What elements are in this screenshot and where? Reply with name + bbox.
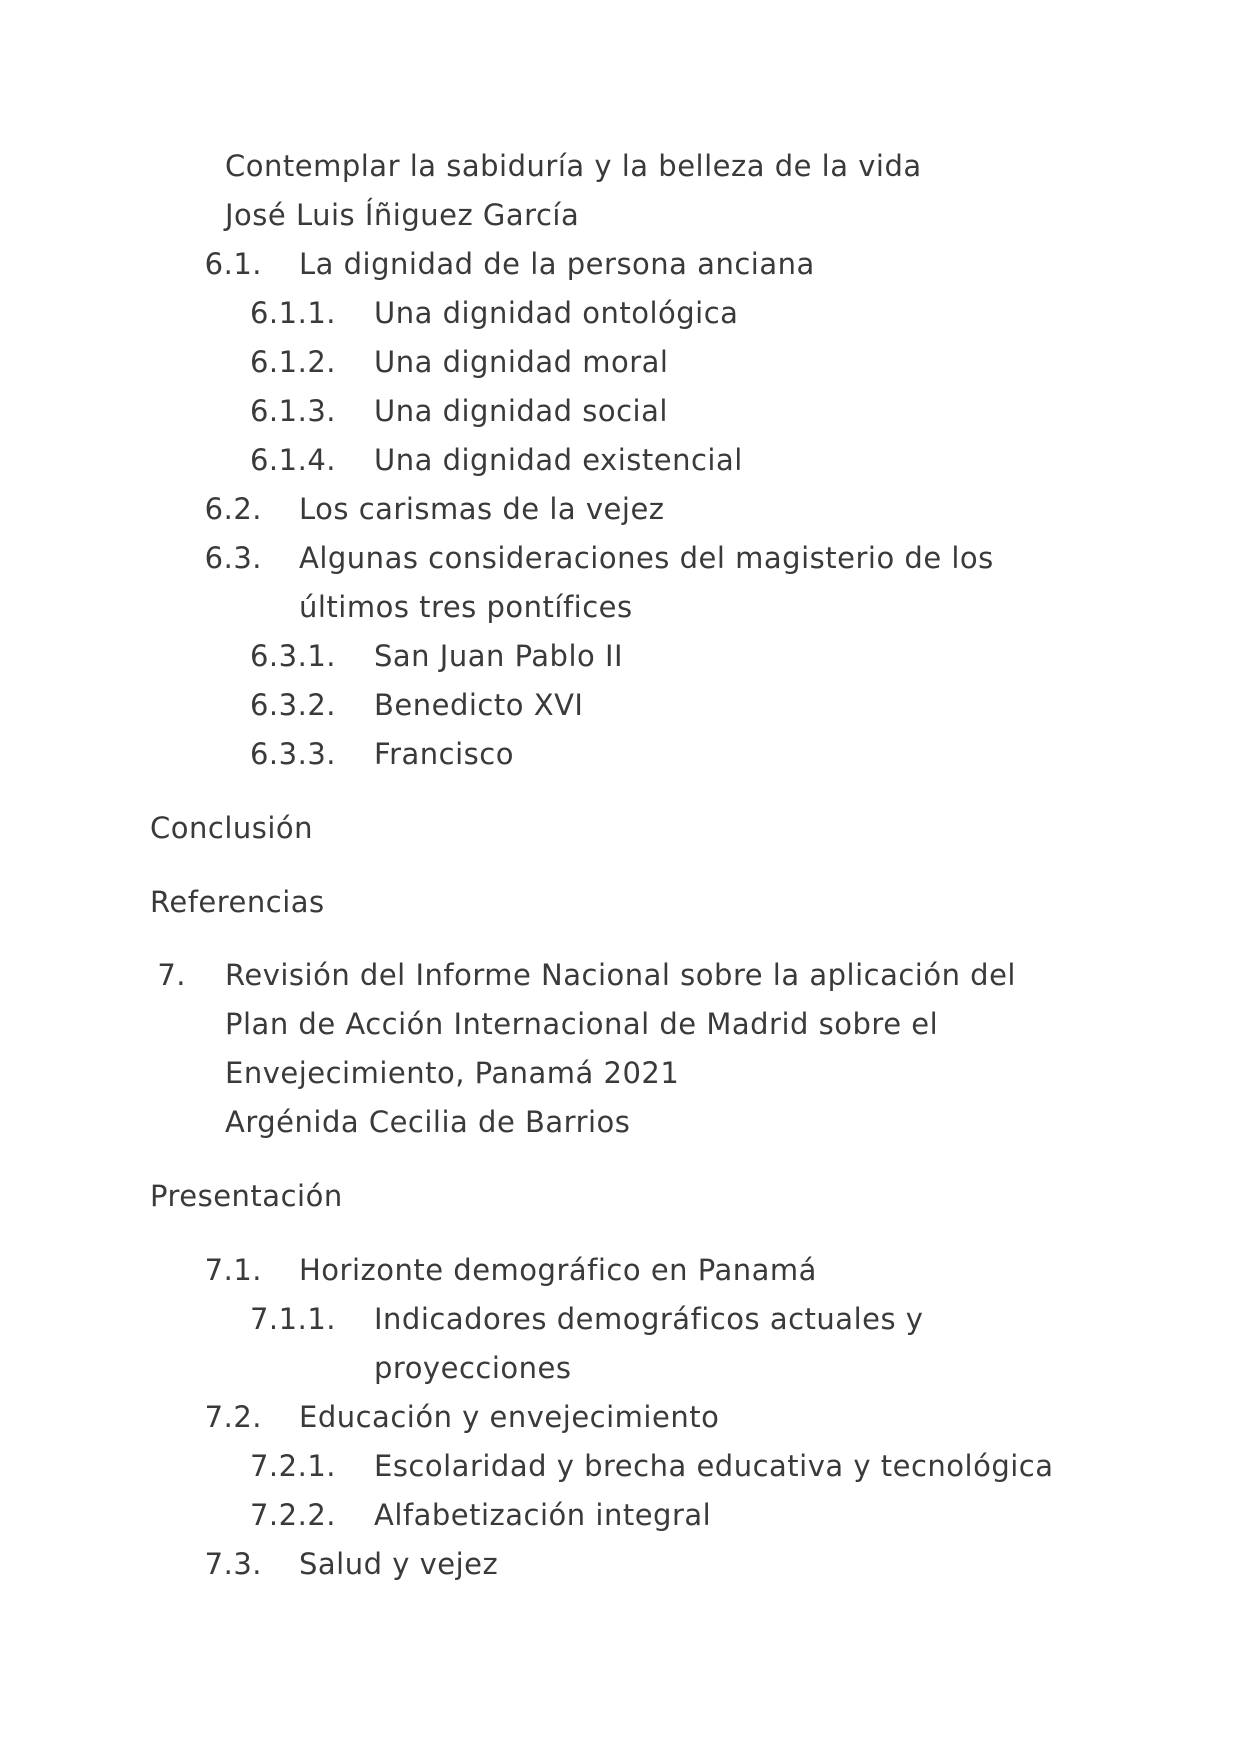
chapter-7-title-line-3: Envejecimiento, Panamá 2021: [225, 1056, 680, 1090]
chapter-7-number: 7.: [157, 958, 186, 992]
toc-entry-text: Una dignidad moral: [374, 345, 669, 379]
toc-entry-text: Los carismas de la vejez: [299, 492, 665, 526]
toc-entry-text: Francisco: [374, 737, 514, 771]
toc-entry-number: 6.2.: [204, 492, 262, 526]
toc-entry-number: 7.2.1.: [249, 1449, 336, 1483]
toc-entry-text: Una dignidad ontológica: [374, 296, 739, 330]
chapter-6-author: José Luis Íñiguez García: [225, 198, 580, 232]
toc-entry-text: Horizonte demográfico en Panamá: [299, 1253, 817, 1287]
toc-entry[interactable]: [0, 1444, 1100, 1488]
toc-entry[interactable]: [0, 1248, 1100, 1292]
toc-entry-continuation: [0, 1346, 1100, 1390]
toc-entry[interactable]: [0, 683, 1100, 727]
toc-section-conclusion[interactable]: Conclusión: [150, 811, 314, 845]
toc-section-presentation[interactable]: Presentación: [150, 1179, 343, 1213]
toc-entry-number: 6.3.: [204, 541, 262, 575]
toc-entry-number: 7.2.: [204, 1400, 262, 1434]
toc-entry-text: Una dignidad social: [374, 394, 668, 428]
toc-entry-number: 7.1.1.: [249, 1302, 336, 1336]
toc-entry-number: 7.3.: [204, 1547, 262, 1581]
toc-entry[interactable]: [0, 487, 1100, 531]
toc-entry[interactable]: [0, 242, 1100, 286]
toc-entry-text-continued: últimos tres pontífices: [299, 590, 633, 624]
toc-entry[interactable]: [0, 634, 1100, 678]
toc-entry[interactable]: [0, 389, 1100, 433]
toc-entry-text: San Juan Pablo II: [374, 639, 624, 673]
toc-entry-text: Una dignidad existencial: [374, 443, 743, 477]
chapter-7-author: Argénida Cecilia de Barrios: [225, 1105, 631, 1139]
toc-entry-number: 6.1.: [204, 247, 262, 281]
toc-entry-text: Educación y envejecimiento: [299, 1400, 720, 1434]
toc-entry[interactable]: [0, 536, 1100, 580]
toc-entry-number: 6.1.2.: [249, 345, 336, 379]
toc-entry-text: Indicadores demográficos actuales y: [374, 1302, 924, 1336]
toc-entry-continuation: [0, 585, 1100, 629]
toc-section-references[interactable]: Referencias: [150, 885, 325, 919]
toc-entry-text: Salud y vejez: [299, 1547, 499, 1581]
toc-entry-number: 7.2.2.: [249, 1498, 336, 1532]
toc-entry[interactable]: [0, 1493, 1100, 1537]
toc-entry-text: Algunas consideraciones del magisterio de los: [299, 541, 994, 575]
toc-entry[interactable]: [0, 438, 1100, 482]
toc-entry[interactable]: [0, 1542, 1100, 1586]
toc-entry-text-continued: proyecciones: [374, 1351, 572, 1385]
toc-entry-number: 6.3.3.: [249, 737, 336, 771]
toc-entry-number: 6.1.4.: [249, 443, 336, 477]
toc-entry-text: Alfabetización integral: [374, 1498, 712, 1532]
toc-entry-number: 6.1.3.: [249, 394, 336, 428]
toc-entry-text: Escolaridad y brecha educativa y tecnológica: [374, 1449, 1054, 1483]
toc-entry[interactable]: [0, 732, 1100, 776]
toc-entry[interactable]: [0, 340, 1100, 384]
chapter-6-title: Contemplar la sabiduría y la belleza de la vida: [225, 149, 922, 183]
toc-entry[interactable]: [0, 1297, 1100, 1341]
toc-chapter-7[interactable]: [0, 953, 1100, 997]
toc-entry-text: Benedicto XVI: [374, 688, 584, 722]
toc-entry-number: 6.3.2.: [249, 688, 336, 722]
toc-entry[interactable]: [0, 1395, 1100, 1439]
toc-entry-number: 6.3.1.: [249, 639, 336, 673]
toc-entry-number: 7.1.: [204, 1253, 262, 1287]
toc-entry-text: La dignidad de la persona anciana: [299, 247, 815, 281]
chapter-7-title-line-2: Plan de Acción Internacional de Madrid sobre el: [225, 1007, 939, 1041]
chapter-7-title-line-1: Revisión del Informe Nacional sobre la aplicación del: [225, 958, 1016, 992]
toc-entry-number: 6.1.1.: [249, 296, 336, 330]
toc-entry[interactable]: [0, 291, 1100, 335]
